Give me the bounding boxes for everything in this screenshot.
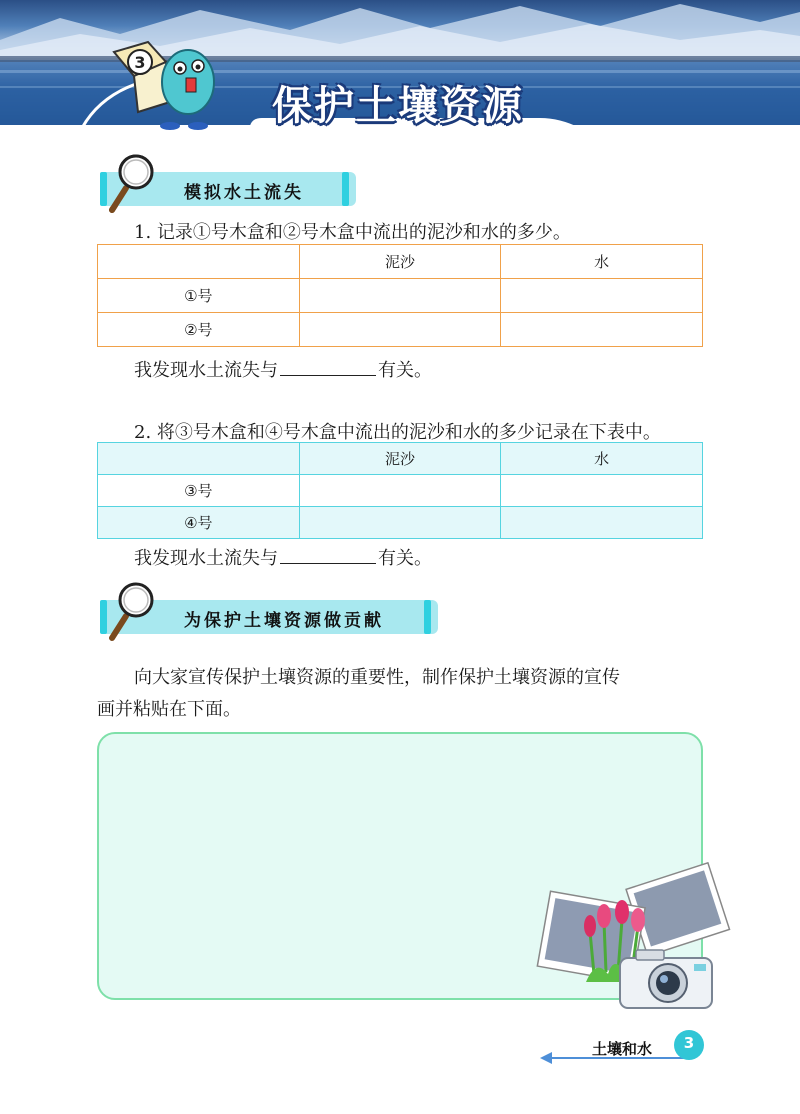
fill-blank[interactable]	[280, 546, 376, 564]
table-row	[98, 507, 703, 539]
question-1: 1. 记录①号木盒和②号木盒中流出的泥沙和水的多少。	[134, 222, 571, 243]
page-title: 保护土壤资源	[272, 83, 524, 129]
conclusion-suffix: 有关。	[378, 360, 432, 381]
table-header-cell: 水	[501, 443, 703, 475]
conclusion-1	[134, 356, 432, 382]
blank-cell[interactable]	[501, 313, 703, 347]
blank-cell[interactable]	[299, 313, 501, 347]
table-row	[98, 279, 703, 313]
lesson-number: 3	[134, 53, 146, 72]
table-header-cell	[98, 443, 300, 475]
blank-cell[interactable]	[501, 507, 703, 539]
blank-cell[interactable]	[501, 279, 703, 313]
conclusion-suffix: 有关。	[378, 548, 432, 569]
instruction-line-2: 画并粘贴在下面。	[97, 699, 241, 720]
blank-cell[interactable]	[501, 475, 703, 507]
blank-cell[interactable]	[299, 507, 501, 539]
conclusion-prefix: 我发现水土流失与	[134, 548, 278, 569]
instruction-line-1: 向大家宣传保护土壤资源的重要性，制作保护土壤资源的宣传	[134, 667, 620, 688]
row-label: ②号	[98, 313, 300, 347]
section-title: 模拟水土流失	[184, 183, 304, 203]
page-number: 3	[674, 1030, 704, 1060]
blank-cell[interactable]	[299, 279, 501, 313]
record-table-1	[97, 244, 703, 347]
question-2: 2. 将③号木盒和④号木盒中流出的泥沙和水的多少记录在下表中。	[134, 422, 661, 443]
conclusion-2	[134, 544, 432, 570]
table-row	[98, 475, 703, 507]
table-header-row	[98, 245, 703, 279]
mascot-reading-icon	[108, 32, 228, 132]
table-header-cell	[98, 245, 300, 279]
magnifier-icon	[104, 580, 158, 642]
row-label: ③号	[98, 475, 300, 507]
blank-cell[interactable]	[299, 475, 501, 507]
fill-blank[interactable]	[280, 358, 376, 376]
table-header-row	[98, 443, 703, 475]
conclusion-prefix: 我发现水土流失与	[134, 360, 278, 381]
camera-photos-illustration	[536, 862, 736, 1012]
table-row	[98, 313, 703, 347]
row-label: ①号	[98, 279, 300, 313]
table-header-cell: 泥沙	[299, 245, 501, 279]
record-table-2	[97, 442, 703, 539]
unit-label: 土壤和水	[592, 1040, 653, 1058]
section-title: 为保护土壤资源做贡献	[184, 611, 384, 631]
table-header-cell: 泥沙	[299, 443, 501, 475]
magnifier-overlay-icon	[104, 152, 158, 214]
table-header-cell: 水	[501, 245, 703, 279]
row-label: ④号	[98, 507, 300, 539]
